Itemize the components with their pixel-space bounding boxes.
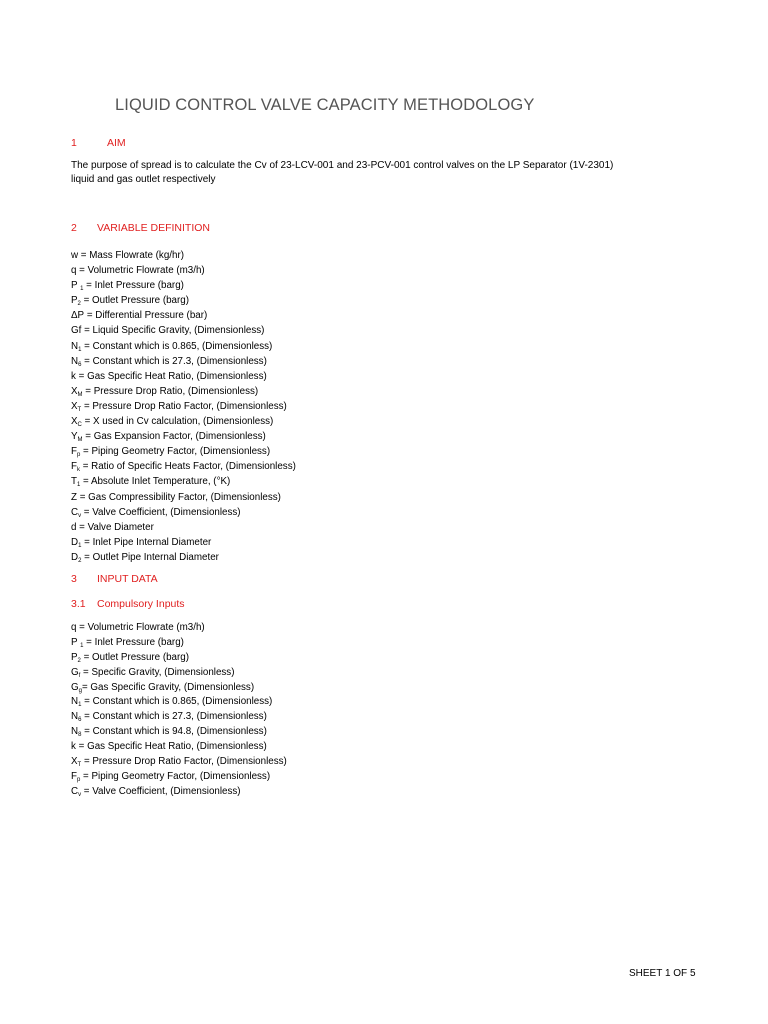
variable-subscript: 1: [78, 542, 82, 549]
variable-symbol: w: [71, 250, 79, 261]
section-2-number: 2: [71, 222, 77, 234]
list-item: [71, 785, 287, 800]
list-item: [71, 710, 287, 725]
subsection-3-1-title: Compulsory Inputs: [97, 598, 185, 610]
list-item: [71, 490, 296, 505]
sheet-number: SHEET 1 OF 5: [629, 968, 696, 979]
variable-description: = Pressure Drop Ratio Factor, (Dimensionless): [81, 400, 287, 412]
variable-symbol: d: [71, 521, 77, 533]
variable-subscript: 2: [78, 557, 82, 564]
subsection-3-1-number: 3.1: [71, 598, 86, 610]
list-item: [71, 323, 296, 338]
section-1-number: 1: [71, 137, 77, 149]
variable-subscript: 6: [78, 361, 82, 368]
variable-description: = Constant which is 0.865, (Dimensionless): [81, 340, 273, 352]
section-3-number: 3: [71, 573, 77, 585]
variable-symbol: q: [71, 622, 77, 633]
variable-description: = Inlet Pipe Internal Diameter: [81, 536, 212, 548]
list-item: [71, 263, 296, 278]
variable-symbol: N: [71, 726, 79, 738]
variable-description: = Gas Specific Heat Ratio, (Dimensionless): [75, 370, 267, 382]
variable-description: = Valve Coefficient, (Dimensionless): [81, 785, 241, 797]
document-title: LIQUID CONTROL VALVE CAPACITY METHODOLOGY: [115, 96, 535, 114]
variable-subscript: C: [77, 422, 82, 429]
variable-symbol: N: [71, 696, 79, 708]
variable-subscript: 2: [77, 301, 81, 308]
variable-definition-list: [71, 248, 296, 565]
list-item: [71, 740, 287, 755]
variable-subscript: p: [76, 776, 81, 783]
variable-symbol: k: [71, 370, 76, 382]
list-item: [71, 399, 296, 414]
variable-description: = Gas Compressibility Factor, (Dimensionless): [76, 491, 281, 503]
variable-symbol: D: [71, 551, 79, 563]
variable-description: = Gas Specific Heat Ratio, (Dimensionless): [75, 741, 267, 753]
variable-description: = Ratio of Specific Heats Factor, (Dimensionless): [79, 461, 296, 473]
variable-symbol: Y: [71, 431, 78, 443]
list-item: [71, 384, 296, 399]
variable-symbol: q: [71, 265, 77, 277]
variable-subscript: g: [78, 687, 82, 694]
list-item: [71, 474, 296, 489]
variable-symbol: F: [71, 446, 77, 458]
list-item: [71, 414, 296, 429]
variable-subscript: v: [78, 791, 82, 798]
variable-subscript: M: [77, 391, 83, 398]
variable-subscript: 8: [78, 732, 82, 739]
variable-symbol: P: [71, 295, 78, 307]
variable-symbol: C: [71, 506, 79, 518]
list-item: [71, 695, 287, 710]
variable-description: = Mass Flowrate (kg/hr): [78, 250, 184, 261]
variable-subscript: v: [78, 512, 82, 519]
variable-symbol: T: [71, 476, 77, 488]
list-item: [71, 520, 296, 535]
variable-symbol: X: [71, 416, 78, 428]
variable-subscript: T: [77, 762, 82, 769]
variable-description: = Outlet Pipe Internal Diameter: [81, 551, 219, 563]
variable-description: = Piping Geometry Factor, (Dimensionless): [80, 446, 271, 458]
variable-symbol: G: [71, 666, 79, 678]
list-item: [71, 621, 287, 636]
variable-description: = Volumetric Flowrate (m3/h): [76, 265, 205, 277]
variable-description: = Outlet Pressure (barg): [80, 295, 189, 307]
variable-symbol: Z: [71, 491, 77, 503]
section-1-title: AIM: [107, 137, 126, 149]
variable-subscript: 1: [78, 702, 82, 709]
list-item: [71, 278, 296, 293]
aim-line-2: liquid and gas outlet respectively: [71, 174, 216, 185]
compulsory-inputs-list: [71, 621, 287, 800]
variable-description: = X used in Cv calculation, (Dimensionless): [81, 416, 274, 428]
list-item: [71, 308, 296, 323]
variable-description: = Inlet Pressure (barg): [83, 636, 184, 648]
variable-symbol: X: [71, 400, 78, 412]
variable-description: = Constant which is 94.8, (Dimensionless): [81, 726, 267, 738]
list-item: [71, 248, 296, 263]
list-item: [71, 725, 287, 740]
list-item: [71, 354, 296, 369]
variable-symbol: X: [71, 385, 78, 397]
variable-description: = Outlet Pressure (barg): [80, 651, 189, 663]
variable-subscript: 6: [78, 717, 82, 724]
section-2-title: VARIABLE DEFINITION: [97, 222, 210, 234]
list-item: [71, 369, 296, 384]
list-item: [71, 459, 296, 474]
list-item: [71, 505, 296, 520]
list-item: [71, 550, 296, 565]
variable-description: = Inlet Pressure (barg): [83, 280, 184, 292]
list-item: [71, 444, 296, 459]
variable-symbol: P: [71, 651, 78, 663]
variable-symbol: G: [71, 681, 79, 693]
list-item: [71, 535, 296, 550]
variable-description: = Volumetric Flowrate (m3/h): [76, 622, 205, 633]
list-item: [71, 755, 287, 770]
variable-description: = Specific Gravity, (Dimensionless): [80, 666, 235, 678]
variable-symbol: N: [71, 355, 79, 367]
variable-description: = Gas Specific Gravity, (Dimensionless): [81, 681, 255, 693]
variable-symbol: N: [71, 340, 79, 352]
variable-subscript: 1: [76, 482, 81, 489]
variable-description: = Pressure Drop Ratio, (Dimensionless): [82, 385, 259, 397]
list-item: [71, 339, 296, 354]
variable-subscript: 1: [80, 642, 84, 649]
variable-symbol: F: [71, 770, 77, 782]
variable-subscript: f: [78, 672, 81, 679]
variable-symbol: N: [71, 711, 79, 723]
variable-subscript: p: [76, 452, 81, 459]
variable-description: = Valve Diameter: [76, 521, 154, 533]
variable-symbol: C: [71, 785, 79, 797]
variable-description: = Liquid Specific Gravity, (Dimensionless): [81, 325, 265, 337]
variable-description: = Constant which is 27.3, (Dimensionless): [81, 355, 267, 367]
variable-symbol: k: [71, 741, 76, 753]
list-item: [71, 651, 287, 666]
variable-description: = Absolute Inlet Temperature, (°K): [80, 476, 231, 488]
list-item: [71, 636, 287, 651]
variable-subscript: T: [77, 406, 82, 413]
variable-subscript: 1: [78, 346, 82, 353]
list-item: [71, 293, 296, 308]
list-item: [71, 681, 287, 696]
variable-description: = Gas Expansion Factor, (Dimensionless): [82, 431, 266, 443]
variable-symbol: P: [71, 636, 81, 648]
variable-description: = Constant which is 0.865, (Dimensionless): [81, 696, 273, 708]
variable-symbol: F: [71, 461, 77, 473]
variable-subscript: k: [76, 467, 80, 474]
variable-description: = Valve Coefficient, (Dimensionless): [81, 506, 241, 518]
variable-symbol: ΔP: [71, 310, 85, 322]
section-3-title: INPUT DATA: [97, 573, 158, 585]
aim-line-1: The purpose of spread is to calculate the Cv of 23-LCV-001 and 23-PCV-001 control valves on the LP Separator (1V-2301): [71, 160, 614, 171]
variable-description: = Differential Pressure (bar): [84, 310, 208, 322]
variable-description: = Pressure Drop Ratio Factor, (Dimensionless): [81, 756, 287, 768]
variable-symbol: X: [71, 756, 78, 768]
variable-symbol: Gf: [71, 325, 82, 337]
variable-description: = Piping Geometry Factor, (Dimensionless): [80, 770, 271, 782]
list-item: [71, 770, 287, 785]
variable-subscript: 2: [77, 657, 81, 664]
list-item: [71, 429, 296, 444]
variable-description: = Constant which is 27.3, (Dimensionless): [81, 711, 267, 723]
variable-symbol: D: [71, 536, 79, 548]
variable-subscript: 1: [80, 286, 84, 293]
variable-subscript: M: [77, 437, 83, 444]
variable-symbol: P: [71, 280, 81, 292]
list-item: [71, 666, 287, 681]
